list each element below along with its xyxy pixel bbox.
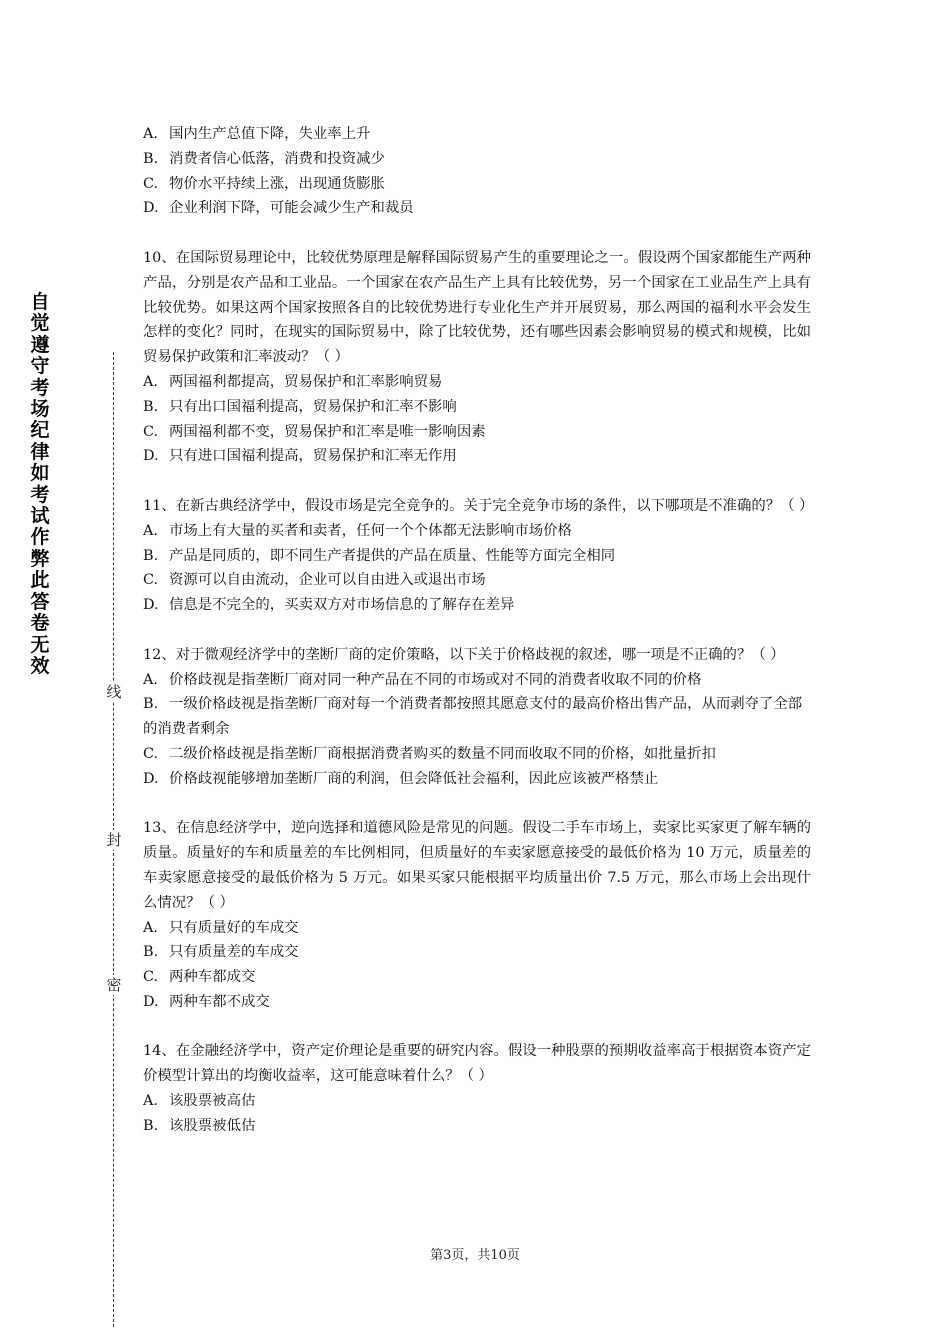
question-stem: 10、在国际贸易理论中，比较优势原理是解释国际贸易产生的重要理论之一。假设两个国家都能生产两种产品，分别是农产品和工业品。一个国家在农产品生产上具有比较优势，另一个国家在工业品生产上具有比较优势。如果这两个国家按照各自的比较优势进行专业化生产并开展贸易，那么两国的福利水平会发生怎样的变化？同时，在现实的国际贸易中，除了比较优势，还有哪些因素会影响贸易的模式和规模，比如贸易保护政策和汇率波动？（ ） (143, 249, 811, 366)
option-c: C. 二级价格歧视是指垄断厂商根据消费者购买的数量不同而收取不同的价格，如批量折扣 (143, 745, 716, 762)
question-list (143, 122, 814, 1163)
question-11 (143, 494, 814, 618)
option-b: B. 一级价格歧视是指垄断厂商对每一个消费者都按照其愿意支付的最高价格出售产品，从而剥夺了全部的消费者剩余 (143, 696, 803, 738)
option-c: C. 物价水平持续上涨，出现通货膨胀 (143, 175, 385, 192)
option-d: D. 信息是不完全的，买卖双方对市场信息的了解存在差异 (143, 597, 515, 614)
option-a: A. 该股票被高估 (143, 1093, 256, 1110)
option-c: C. 两国福利都不变，贸易保护和汇率是唯一影响因素 (143, 423, 486, 440)
option-d: D. 价格歧视能够增加垄断厂商的利润，但会降低社会福利，因此应该被严格禁止 (143, 770, 659, 787)
option-a: A. 价格歧视是指垄断厂商对同一种产品在不同的市场或对不同的消费者收取不同的价格 (143, 671, 702, 688)
question-stem: 11、在新古典经济学中，假设市场是完全竞争的。关于完全竞争市场的条件，以下哪项是不准确的？（ ） (143, 497, 814, 514)
question-13 (143, 816, 811, 1014)
option-a: A. 国内生产总值下降，失业率上升 (143, 126, 371, 142)
option-a: A. 只有质量好的车成交 (143, 919, 299, 936)
option-b: B. 只有质量差的车成交 (143, 944, 299, 961)
option-c: C. 资源可以自由流动，企业可以自由进入或退出市场 (143, 572, 486, 589)
page-number: 第3页，共10页 (430, 1248, 520, 1263)
question-14 (143, 1039, 811, 1138)
question-10 (143, 246, 811, 469)
option-b: B. 消费者信心低落，消费和投资减少 (143, 150, 385, 167)
option-b: B. 只有出口国福利提高，贸易保护和汇率不影响 (143, 398, 457, 415)
question-stem: 14、在金融经济学中，资产定价理论是重要的研究内容。假设一种股票的预期收益率高于根据资本资产定价模型计算出的均衡收益率，这可能意味着什么？（ ） (143, 1043, 811, 1085)
exam-discipline-warning: 自觉遵守考场纪律如考试作弊此答卷无效 (30, 291, 50, 677)
option-b: B. 该股票被低估 (143, 1117, 256, 1134)
option-c: C. 两种车都成交 (143, 969, 256, 986)
option-d: D. 企业利润下降，可能会减少生产和裁员 (143, 200, 414, 217)
question-12 (143, 643, 811, 792)
question-9-continued (143, 122, 811, 221)
option-a: A. 两国福利都提高，贸易保护和汇率影响贸易 (143, 373, 443, 390)
option-b: B. 产品是同质的，即不同生产者提供的产品在质量、性能等方面完全相同 (143, 547, 616, 564)
option-d: D. 两种车都不成交 (143, 993, 270, 1010)
question-stem: 13、在信息经济学中，逆向选择和道德风险是常见的问题。假设二手车市场上，卖家比买家更了解车辆的质量。质量好的车和质量差的车比例相同，但质量好的车卖家愿意接受的最低价格为 10 万元，质量差的车卖家愿意接受的最低价格为 5 万元。如果买家只能根据平均质量出价 7.5 万元，那么市场上会出现什么情况？（ ） (143, 820, 811, 911)
seal-label-feng: 封 (104, 830, 124, 850)
option-a: A. 市场上有大量的买者和卖者，任何一个个体都无法影响市场价格 (143, 522, 572, 539)
seal-label-xian: 线 (104, 682, 124, 702)
option-d: D. 只有进口国福利提高，贸易保护和汇率无作用 (143, 448, 457, 465)
seal-label-mi: 密 (104, 975, 124, 995)
question-stem: 12、对于微观经济学中的垄断厂商的定价策略，以下关于价格歧视的叙述，哪一项是不正确的？（ ） (143, 646, 785, 663)
